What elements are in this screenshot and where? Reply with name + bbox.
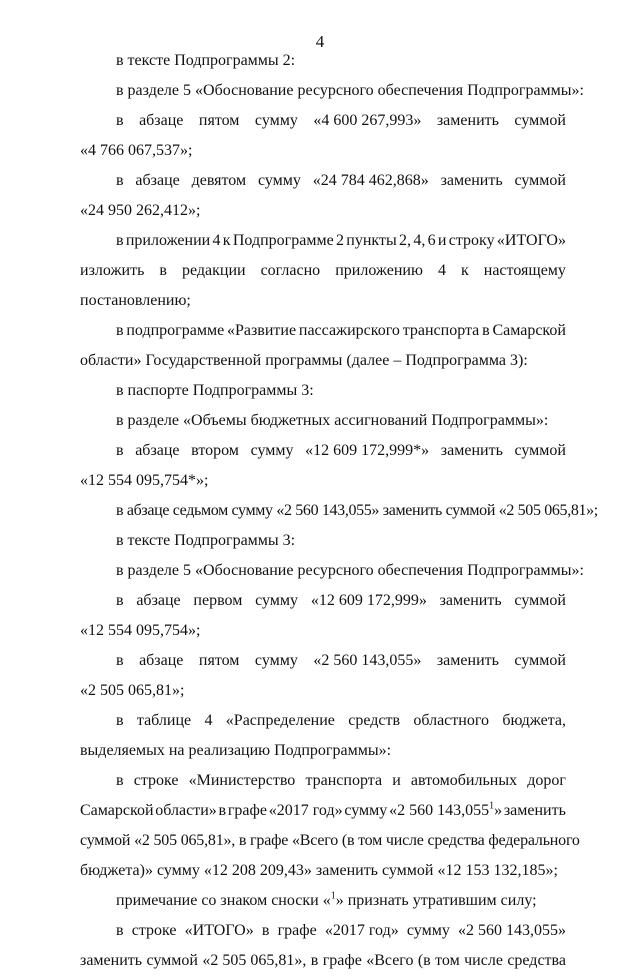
- word-part: »: [494, 802, 503, 819]
- word: заменить: [440, 442, 503, 459]
- word: областного: [413, 712, 489, 729]
- word: 4: [437, 262, 446, 279]
- word: графе: [277, 922, 317, 939]
- text-part: примечание со знаком сноски «: [116, 892, 331, 909]
- word: сумму: [406, 922, 450, 939]
- word: «2017 год»: [268, 802, 343, 819]
- word: «2 560 143,055»: [457, 922, 566, 939]
- document-body: [80, 46, 598, 976]
- word: суммой: [146, 952, 198, 969]
- paragraph-line: [80, 586, 566, 616]
- word: в: [116, 592, 124, 609]
- paragraph-line: в тексте Подпрограммы 2:: [116, 52, 296, 69]
- word: девятом: [191, 172, 247, 189]
- word: [389, 796, 502, 826]
- word: графе: [227, 802, 267, 819]
- word: 2: [335, 232, 344, 249]
- word: подпрограмме: [126, 322, 225, 339]
- word: средств: [348, 712, 401, 729]
- word: и: [437, 232, 447, 249]
- word: приложению: [335, 262, 423, 279]
- paragraph-line: в разделе 5 «Обоснование ресурсного обеспечения Подпрограммы»:: [116, 82, 584, 99]
- word: сумму: [344, 802, 388, 819]
- word: в: [482, 322, 490, 339]
- paragraph-line: бюджета)» сумму «12 208 209,43» заменить суммой «12 153 132,185»;: [80, 862, 558, 879]
- paragraph-line: в тексте Подпрограммы 3:: [116, 532, 296, 549]
- word: «2 560 143,055»: [313, 652, 422, 669]
- paragraph-line: [80, 646, 566, 676]
- word: сумму: [254, 652, 298, 669]
- word: 6: [427, 232, 436, 249]
- word: строке: [131, 922, 177, 939]
- word: настоящему: [483, 262, 566, 279]
- word-part: «2 560 143,055: [389, 802, 490, 819]
- word: в: [159, 262, 167, 279]
- word: втором: [191, 442, 239, 459]
- paragraph-line: «4 766 067,537»;: [80, 142, 193, 159]
- paragraph-line: выделяемых на реализацию Подпрограммы»:: [80, 742, 392, 759]
- word: сумму: [250, 442, 294, 459]
- word: пятом: [198, 112, 240, 129]
- paragraph-line: в паспорте Подпрограммы 3:: [116, 382, 314, 399]
- word: «Распределение: [225, 712, 335, 729]
- word: транспорта: [305, 772, 383, 789]
- paragraph-line: области» Государственной программы (далее – Подпрограмма 3):: [80, 352, 528, 369]
- word: Самарской: [80, 802, 154, 819]
- paragraph-line: [80, 166, 566, 196]
- word: 4: [212, 232, 221, 249]
- page-number: 4: [315, 32, 325, 51]
- word: заменить: [440, 172, 503, 189]
- word: Самарской: [492, 322, 566, 339]
- word: «ИТОГО»: [184, 922, 254, 939]
- word: «2017 год»: [324, 922, 399, 939]
- paragraph-line: «12 554 095,754»;: [80, 622, 201, 639]
- word: 4: [204, 712, 213, 729]
- word: графе: [322, 952, 362, 969]
- paragraph-line: [80, 796, 566, 826]
- word: заменить: [439, 592, 502, 609]
- word: в: [116, 112, 124, 129]
- paragraph-line: [80, 946, 566, 976]
- word: согласно: [260, 262, 321, 279]
- paragraph-line: [80, 106, 566, 136]
- word: в: [116, 172, 124, 189]
- paragraph-line: в разделе «Объемы бюджетных ассигнований Подпрограммы»:: [116, 412, 549, 429]
- word: в: [116, 712, 124, 729]
- word: изложить: [80, 262, 145, 279]
- paragraph-line: [80, 436, 566, 466]
- word: пассажирского: [298, 322, 400, 339]
- word: «12 609 172,999*»: [305, 442, 430, 459]
- footnote-mark: 1: [489, 800, 495, 812]
- word: строку: [448, 232, 495, 249]
- word: суммой: [514, 652, 566, 669]
- word: (в: [417, 952, 431, 969]
- word: заменить: [80, 952, 143, 969]
- word: редакции: [181, 262, 246, 279]
- word: транспорта: [402, 322, 480, 339]
- word: абзаце: [139, 652, 184, 669]
- word: бюджета,: [502, 712, 566, 729]
- word: сумму: [254, 112, 298, 129]
- word: суммой: [514, 112, 566, 129]
- word: строке: [133, 772, 179, 789]
- word: таблице: [136, 712, 192, 729]
- word: абзаце: [136, 592, 181, 609]
- word: заменить: [436, 652, 499, 669]
- word: абзаце: [135, 442, 180, 459]
- word: в: [116, 922, 124, 939]
- paragraph-line: «24 950 262,412»;: [80, 202, 201, 219]
- word: автомобильных: [410, 772, 518, 789]
- word: пункты: [346, 232, 397, 249]
- footnote-mark: 1: [330, 890, 336, 902]
- word: абзаце: [135, 172, 180, 189]
- word: в: [116, 652, 124, 669]
- word: в: [116, 322, 124, 339]
- word: первом: [193, 592, 243, 609]
- text-part: » признать утратившим силу;: [335, 892, 537, 909]
- paragraph-line: суммой «2 505 065,81», в графе «Всего (в том числе средства федерального: [80, 832, 580, 849]
- word: «24 784 462,868»: [312, 172, 429, 189]
- word: «Всего: [366, 952, 414, 969]
- word: 2,: [399, 232, 412, 249]
- word: абзаце: [139, 112, 184, 129]
- word: в: [310, 952, 319, 969]
- paragraph-line: в разделе 5 «Обоснование ресурсного обеспечения Подпрограммы»:: [116, 562, 584, 579]
- word: сумму: [255, 592, 299, 609]
- word: «2 505 065,81»,: [202, 952, 307, 969]
- paragraph-line: [80, 886, 566, 916]
- word: том: [435, 952, 460, 969]
- word: «Развитие: [226, 322, 297, 339]
- word: к: [460, 262, 469, 279]
- paragraph-line: [80, 256, 566, 286]
- paragraph-line: [80, 316, 566, 346]
- word: приложении: [125, 232, 211, 249]
- word: в: [116, 232, 124, 249]
- word: числе: [464, 952, 503, 969]
- paragraph-line: постановлению;: [80, 292, 191, 309]
- word: дорог: [527, 772, 566, 789]
- word: в: [261, 922, 270, 939]
- word: пятом: [198, 652, 240, 669]
- word: суммой: [514, 442, 566, 459]
- paragraph-line: [80, 916, 566, 946]
- word: Подпрограмме: [232, 232, 334, 249]
- word: «12 609 172,999»: [310, 592, 427, 609]
- word: суммой: [514, 592, 566, 609]
- word: и: [392, 772, 401, 789]
- word: в: [218, 802, 227, 819]
- word: «4 600 267,993»: [313, 112, 422, 129]
- word: к: [222, 232, 231, 249]
- word: заменить: [503, 802, 566, 819]
- word: сумму: [257, 172, 301, 189]
- paragraph-line: [80, 226, 566, 256]
- paragraph-line: [80, 706, 566, 736]
- paragraph-line: «2 505 065,81»;: [80, 682, 185, 699]
- word: «Министерство: [188, 772, 296, 789]
- paragraph-line: в абзаце седьмом сумму «2 560 143,055» заменить суммой «2 505 065,81»;: [116, 502, 598, 519]
- paragraph-line: «12 554 095,754*»;: [80, 472, 209, 489]
- word: средства: [507, 952, 566, 969]
- word: в: [116, 442, 124, 459]
- word: области»: [155, 802, 217, 819]
- word: суммой: [514, 172, 566, 189]
- word: заменить: [436, 112, 499, 129]
- word: в: [116, 772, 124, 789]
- word: «ИТОГО»: [496, 232, 566, 249]
- word: 4,: [413, 232, 426, 249]
- paragraph-line: [80, 766, 566, 796]
